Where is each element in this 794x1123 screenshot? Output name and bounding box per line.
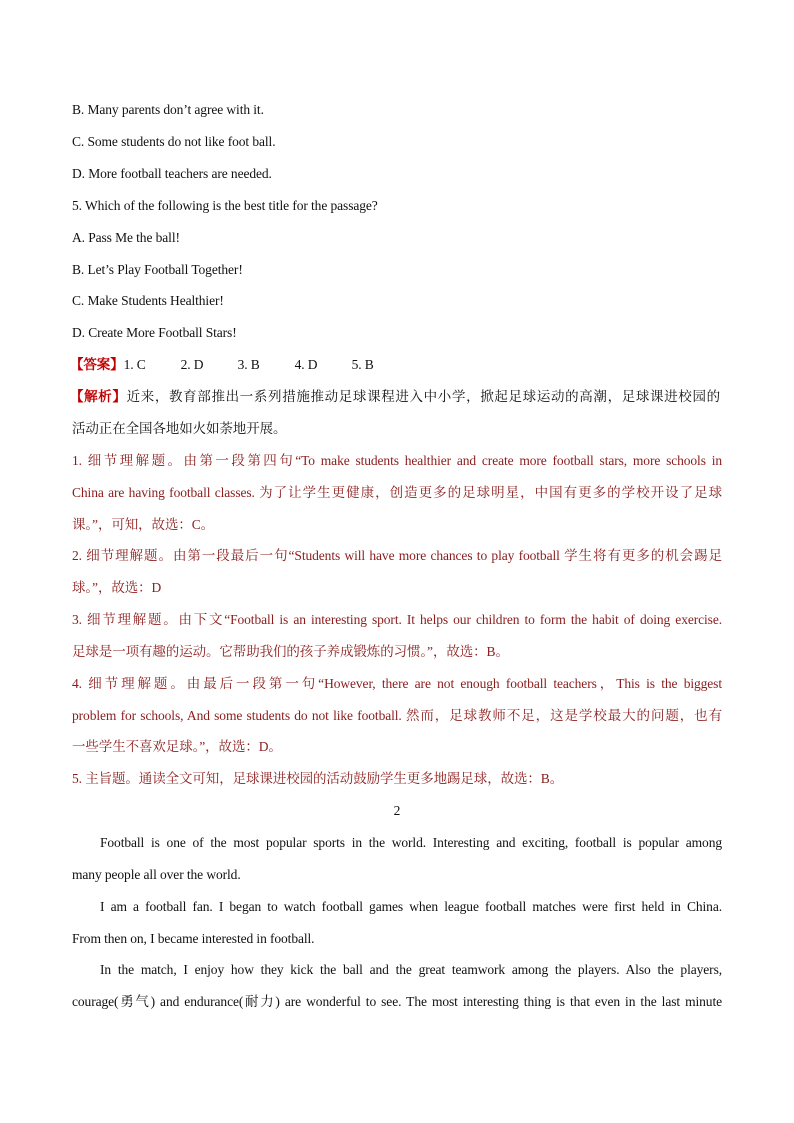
explanation-1-line-2: China are having football classes. 为了让学生更健康，创造更多的足球明星，中国有更多的学校开设了足球 (72, 485, 722, 500)
passage-p3-line-1: In the match, I enjoy how they kick the ball and the great teamwork among the players. Also the players, (100, 962, 722, 977)
question-5-stem: 5. Which of the following is the best title for the passage? (72, 198, 378, 213)
explanation-4-line-2: problem for schools, And some students do not like football. 然而，足球教师不足，这是学校最大的问题，也有 (72, 708, 722, 723)
option-4b: B. Many parents don’t agree with it. (72, 102, 264, 117)
answer-line (70, 355, 409, 375)
option-5d: D. Create More Football Stars! (72, 325, 237, 340)
answer-item: 5. B (351, 357, 374, 372)
option-5b: B. Let’s Play Football Together! (72, 262, 243, 277)
explanation-4-line-1: 4. 细节理解题。由最后一段第一句“However, there are not enough football teachers，This is the biggest (72, 676, 722, 691)
explanation-5-line-1: 5. 主旨题。通读全文可知，足球课进校园的活动鼓励学生更多地踢足球，故选：B。 (72, 771, 564, 786)
passage-p1-line-2: many people all over the world. (72, 867, 241, 882)
answer-item: 3. B (237, 357, 260, 372)
explanation-3-line-2: 足球是一项有趣的运动。它帮助我们的孩子养成锻炼的习惯。”，故选：B。 (72, 644, 509, 659)
answer-item: 1. C (123, 357, 146, 372)
analysis-label: 【解析】 (70, 389, 127, 404)
explanation-2-line-1: 2. 细节理解题。由第一段最后一句“Students will have more chances to play football 学生将有更多的机会踢足 (72, 548, 722, 563)
section-number: 2 (393, 803, 401, 818)
option-5c: C. Make Students Healthier! (72, 293, 224, 308)
explanation-2-line-2: 球。”，故选：D (72, 580, 162, 595)
passage-p1-line-1: Football is one of the most popular sports in the world. Interesting and exciting, football is popular among (100, 835, 722, 850)
explanation-1-line-1: 1. 细节理解题。由第一段第四句“To make students healthier and create more football stars, more schools in (72, 453, 722, 468)
answer-item: 4. D (294, 357, 318, 372)
explanation-1-line-3: 课。”，可知，故选：C。 (72, 517, 215, 532)
explanation-3-line-1: 3. 细节理解题。由下文“Football is an interesting sport. It helps our children to form the habit of doing exercise. (72, 612, 722, 627)
option-4d: D. More football teachers are needed. (72, 166, 272, 181)
answer-label: 【答案】 (70, 357, 124, 372)
analysis-intro-line-2: 活动正在全国各地如火如荼地开展。 (72, 421, 287, 436)
option-5a: A. Pass Me the ball! (72, 230, 180, 245)
explanation-4-line-3: 一些学生不喜欢足球。”，故选：D。 (72, 739, 282, 754)
passage-p2-line-1: I am a football fan. I began to watch football games when league football matches were first held in China. (100, 899, 722, 914)
answer-item: 2. D (180, 357, 204, 372)
analysis-intro-line-1: 【解析】近来，教育部推出一系列措施推动足球课程进入中小学，掀起足球运动的高潮，足球课进校园的 (70, 389, 720, 404)
passage-p3-line-2: courage(勇气) and endurance(耐力) are wonderful to see. The most interesting thing is that even in the last minute (72, 994, 722, 1009)
option-4c: C. Some students do not like foot ball. (72, 134, 276, 149)
passage-p2-line-2: From then on, I became interested in football. (72, 931, 315, 946)
